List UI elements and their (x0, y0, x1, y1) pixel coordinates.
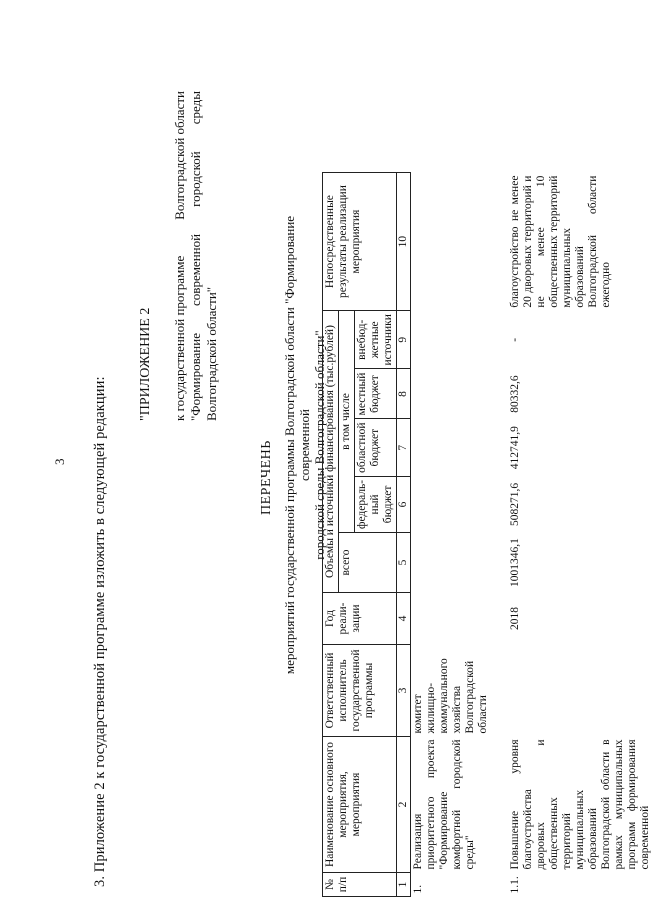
appendix-line-1 (172, 91, 188, 421)
document-subtitle-line-2: городской среды Волгоградской области" (312, 330, 327, 560)
row-total: 1001346,1 (509, 538, 521, 587)
appendix-line-2-b: современной (188, 233, 203, 306)
row-regional: 412741,9 (509, 426, 521, 470)
row-executor (491, 645, 653, 737)
row-local (411, 369, 492, 419)
row-federal: 508271,6 (509, 482, 521, 526)
row-year: 2018 (509, 607, 521, 630)
row-extra: - (509, 337, 521, 342)
col-header-results: Непосредственные результаты реализации мероприятия (323, 173, 397, 311)
col-header-total: всего (339, 533, 397, 593)
appendix-line-2-c: городской (188, 151, 203, 207)
appendix-line-1-b: Волгоградской области (172, 91, 187, 220)
row-num: 1. (412, 884, 424, 894)
col-header-local: местный бюджет (355, 369, 397, 419)
row-total (411, 533, 492, 593)
col-header-regional: областной бюджет (355, 419, 397, 476)
header-row-1 (323, 173, 339, 897)
column-number: 1 (397, 873, 411, 897)
col-header-executor: Ответственный исполнитель государственной программы (323, 645, 397, 737)
document-title: ПЕРЕЧЕНЬ (259, 440, 274, 515)
column-number: 7 (397, 419, 411, 476)
appendix-line-3: Волгоградской области" (204, 286, 219, 421)
row-extra (411, 311, 492, 369)
col-header-year: Год реали- зации (323, 593, 397, 645)
appendix-line-2-d: среды (188, 91, 203, 125)
column-number: 5 (397, 533, 411, 593)
column-number: 2 (397, 737, 411, 873)
column-number: 10 (397, 173, 411, 311)
table-row (411, 173, 492, 897)
column-number-row (397, 173, 411, 897)
row-federal (411, 476, 492, 532)
intro-paragraph: 3. Приложение 2 к государственной программе изложить в следующей редакции: (92, 376, 108, 887)
column-number: 4 (397, 593, 411, 645)
col-header-extra: внебюд- жетные источники (355, 311, 397, 369)
row-results: благоустройство не менее 20 дворовых территорий и не менее 10 общественных территорий муниципальных образований Волгоградской области ежегодно (509, 175, 612, 308)
column-number: 9 (397, 311, 411, 369)
col-header-federal: федераль- ный бюджет (355, 476, 397, 532)
row-regional (411, 419, 492, 476)
row-name: Повышение уровня благоустройства дворовых и общественных территорий муниципальных образований Волгоградской области в рамках муниципальных программ формирования современной (509, 739, 651, 870)
measures-table (322, 172, 653, 897)
appendix-line-2 (188, 91, 204, 421)
column-number: 8 (397, 369, 411, 419)
appendix-title: "ПРИЛОЖЕНИЕ 2 (138, 307, 153, 421)
row-name: Реализация приоритетного проекта "Формирование комфортной городской среды" (412, 739, 476, 870)
col-header-num: № п/п (323, 873, 397, 897)
table-row (491, 173, 653, 897)
column-number: 3 (397, 645, 411, 737)
appendix-line-1-a: к государственной программе (172, 255, 187, 421)
appendix-line-2-a: "Формирование (188, 333, 203, 421)
column-number: 6 (397, 476, 411, 532)
document-subtitle-line-1: мероприятий государственной программы Волгоградской области "Формирование современной (282, 215, 312, 675)
row-year (411, 593, 492, 645)
appendix-reference (172, 91, 220, 421)
col-header-incl: в том числе (339, 311, 355, 533)
row-results (411, 173, 492, 311)
row-executor: комитет жилищно-коммунального хозяйства Волгоградской области (412, 658, 489, 734)
row-num: 1.1. (509, 876, 521, 894)
col-header-volumes: Объемы и источники финансирования (тыс.рублей) (323, 311, 339, 593)
page-number: 3 (52, 458, 67, 465)
document-subtitle (282, 205, 327, 685)
col-header-name: Наименование основного мероприятия, мероприятия (323, 737, 397, 873)
row-local: 80332,6 (509, 375, 521, 413)
